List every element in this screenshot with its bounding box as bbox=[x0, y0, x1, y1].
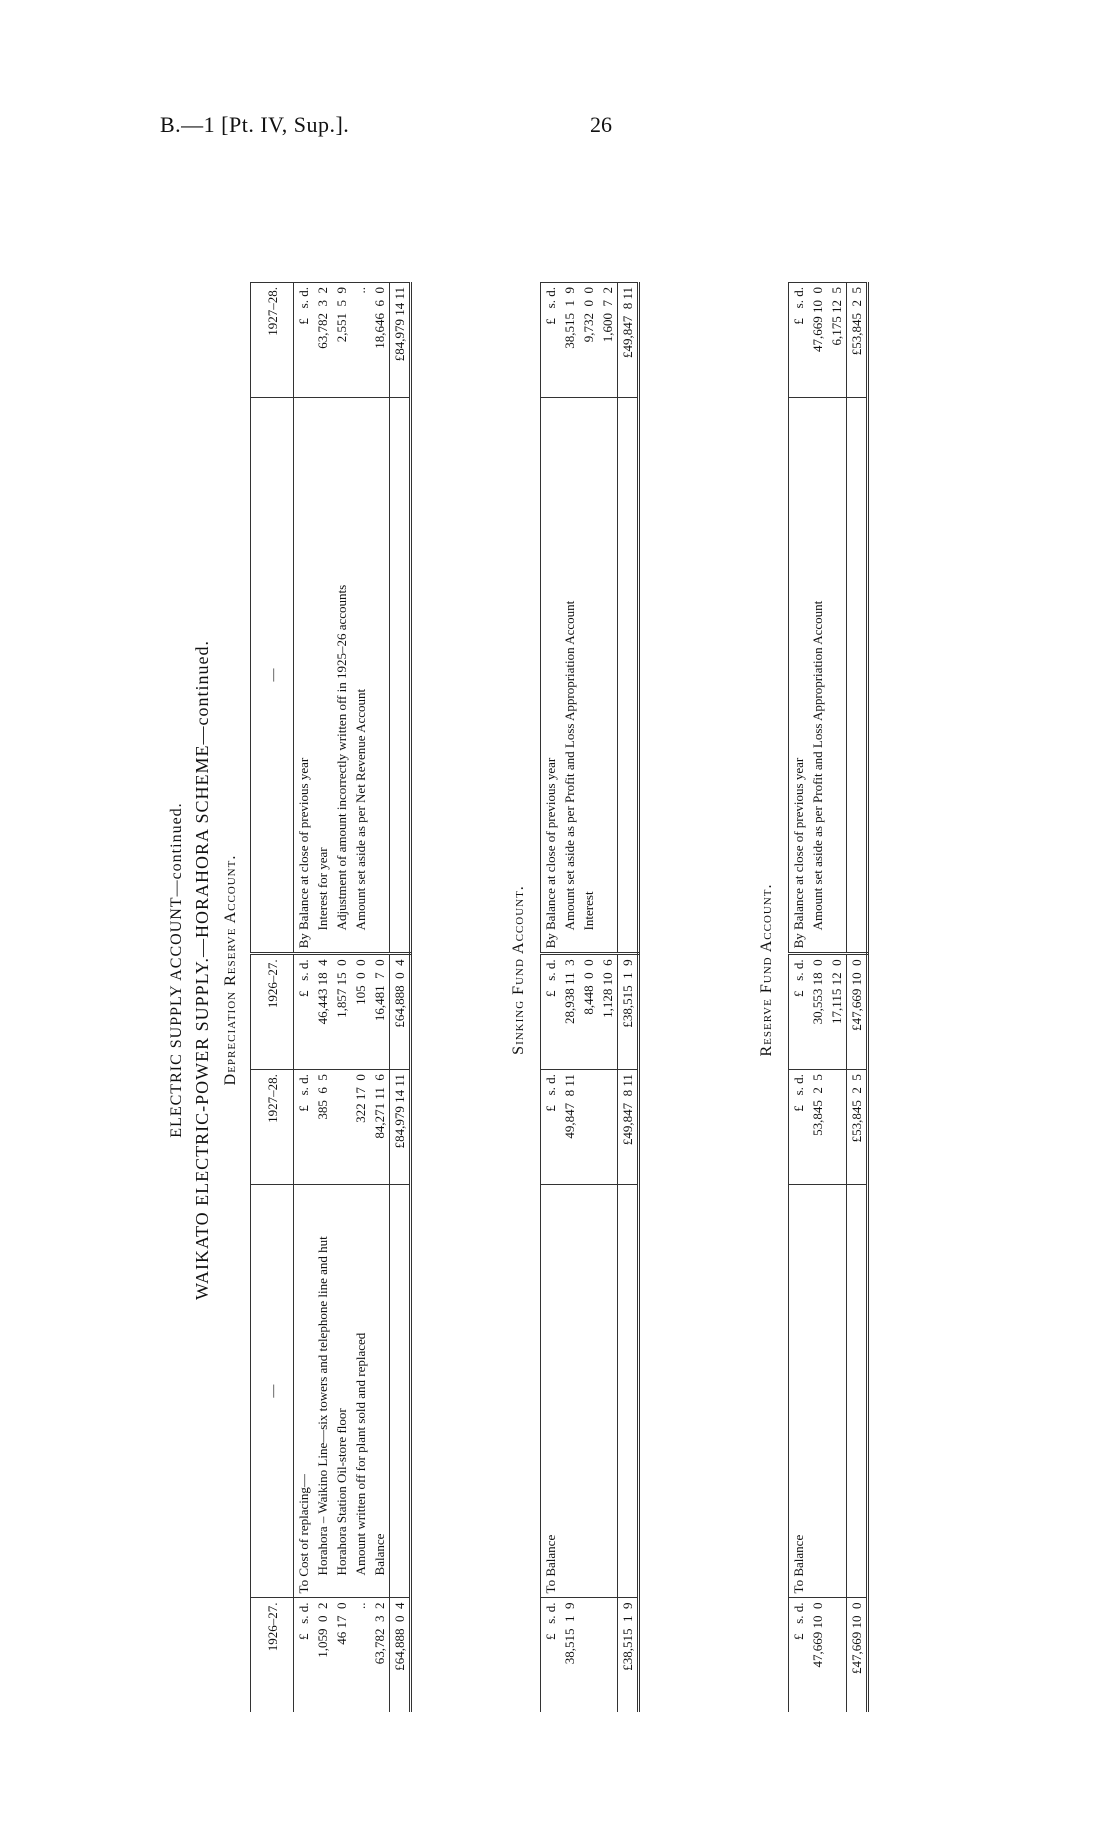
col-header-dash: — bbox=[251, 397, 294, 954]
debit-entry: To Balance bbox=[541, 1184, 561, 1598]
amount: 1,857 15 0 bbox=[332, 954, 351, 1070]
col-header-y3: 1926–27. bbox=[251, 954, 294, 1070]
amount: 63,782 3 2 bbox=[313, 283, 332, 398]
amount bbox=[332, 1070, 351, 1185]
amount: 63,782 3 2 bbox=[370, 1598, 390, 1712]
sinking-fund-table bbox=[540, 282, 640, 1712]
amount: 8,448 0 0 bbox=[579, 954, 598, 1070]
total: £84,979 14 11 bbox=[390, 283, 411, 398]
reserve-fund-title: Reserve Fund Account. bbox=[758, 883, 775, 1057]
unit-label: £ s. d. bbox=[789, 1598, 809, 1712]
col-header-y4: 1927–28. bbox=[251, 283, 294, 398]
amount: .. bbox=[351, 283, 370, 398]
unit-label: £ s. d. bbox=[541, 954, 561, 1070]
total: £49,847 8 11 bbox=[618, 283, 639, 398]
total: £53,845 2 5 bbox=[847, 1070, 868, 1185]
amount: 18,646 6 0 bbox=[370, 283, 390, 398]
amount: 46 17 0 bbox=[332, 1598, 351, 1712]
amount: 16,481 7 0 bbox=[370, 954, 390, 1070]
unit-label: £ s. d. bbox=[541, 1070, 561, 1185]
amount: 105 0 0 bbox=[351, 954, 370, 1070]
amount: 17,115 12 0 bbox=[827, 954, 847, 1070]
amount: 46,443 18 4 bbox=[313, 954, 332, 1070]
amount: 1,600 7 2 bbox=[598, 283, 618, 398]
total: £84,979 14 11 bbox=[390, 1070, 411, 1185]
section-title: ELECTRIC SUPPLY ACCOUNT—continued. bbox=[168, 802, 185, 1138]
amount: 38,515 1 9 bbox=[560, 283, 579, 398]
unit-label: £ s. d. bbox=[789, 1070, 809, 1185]
total: £38,515 1 9 bbox=[618, 954, 639, 1070]
debit-entry: To Cost of replacing— bbox=[294, 1184, 314, 1598]
total: £53,845 2 5 bbox=[847, 283, 868, 398]
amount: 47,669 10 0 bbox=[808, 283, 827, 398]
depreciation-title: Depreciation Reserve Account. bbox=[222, 854, 239, 1086]
amount: .. bbox=[351, 1598, 370, 1712]
sinking-fund-title: Sinking Fund Account. bbox=[510, 885, 527, 1055]
credit-entry: By Balance at close of previous year bbox=[789, 397, 809, 954]
credit-entry: By Balance at close of previous year bbox=[541, 397, 561, 954]
credit-entry: Amount set aside as per Profit and Loss Appropriation Account bbox=[810, 600, 825, 931]
unit-label: £ s. d. bbox=[294, 283, 314, 398]
debit-entry: Balance bbox=[372, 1533, 387, 1576]
amount: 1,128 10 6 bbox=[598, 954, 618, 1070]
reserve-fund-table bbox=[788, 282, 869, 1712]
amount: 6,175 12 5 bbox=[827, 283, 847, 398]
depreciation-table bbox=[250, 282, 412, 1712]
scheme-title: WAIKATO ELECTRIC-POWER SUPPLY.—HORAHORA SCHEME—continued. bbox=[192, 639, 212, 1301]
total: £64,888 0 4 bbox=[390, 1598, 411, 1712]
unit-label: £ s. d. bbox=[294, 954, 314, 1070]
debit-entry: To Balance bbox=[789, 1184, 809, 1598]
amount: 38,515 1 9 bbox=[560, 1598, 579, 1712]
debit-entry: Horahora – Waikino Line—six towers and telephone line and hut bbox=[315, 1236, 330, 1576]
total: £64,888 0 4 bbox=[390, 954, 411, 1070]
amount: 84,271 11 6 bbox=[370, 1070, 390, 1185]
col-header-dash: — bbox=[251, 1184, 294, 1598]
document-reference: B.—1 [Pt. IV, Sup.]. bbox=[160, 112, 350, 137]
amount: 9,732 0 0 bbox=[579, 283, 598, 398]
unit-label: £ s. d. bbox=[294, 1070, 314, 1185]
credit-entry: Interest for year bbox=[315, 847, 330, 931]
col-header-y2: 1927–28. bbox=[251, 1070, 294, 1185]
page-number: 26 bbox=[590, 112, 612, 137]
total: £47,669 10 0 bbox=[847, 954, 868, 1070]
unit-label: £ s. d. bbox=[294, 1598, 314, 1712]
amount: 47,669 10 0 bbox=[808, 1598, 827, 1712]
amount: 49,847 8 11 bbox=[560, 1070, 579, 1185]
amount: 28,938 11 3 bbox=[560, 954, 579, 1070]
debit-entry: Amount written off for plant sold and replaced bbox=[353, 1332, 368, 1576]
unit-label: £ s. d. bbox=[541, 283, 561, 398]
amount: 1,059 0 2 bbox=[313, 1598, 332, 1712]
unit-label: £ s. d. bbox=[541, 1598, 561, 1712]
credit-entry: Interest bbox=[581, 891, 596, 931]
total: £49,847 8 11 bbox=[618, 1070, 639, 1185]
total: £47,669 10 0 bbox=[847, 1598, 868, 1712]
total: £38,515 1 9 bbox=[618, 1598, 639, 1712]
amount: 2,551 5 9 bbox=[332, 283, 351, 398]
debit-entry: Horahora Station Oil-store floor bbox=[334, 1408, 349, 1576]
credit-entry: Amount set aside as per Net Revenue Account bbox=[353, 688, 368, 931]
amount: 385 6 5 bbox=[313, 1070, 332, 1185]
rotated-accounts-area bbox=[150, 170, 920, 1770]
col-header-y1: 1926–27. bbox=[251, 1598, 294, 1712]
unit-label: £ s. d. bbox=[789, 283, 809, 398]
amount: 53,845 2 5 bbox=[808, 1070, 827, 1185]
unit-label: £ s. d. bbox=[789, 954, 809, 1070]
credit-entry: Adjustment of amount incorrectly written off in 1925–26 accounts bbox=[334, 584, 349, 931]
credit-entry: By Balance at close of previous year bbox=[294, 397, 314, 954]
credit-entry: Amount set aside as per Profit and Loss Appropriation Account bbox=[562, 600, 577, 931]
amount: 30,553 18 0 bbox=[808, 954, 827, 1070]
amount: 322 17 0 bbox=[351, 1070, 370, 1185]
